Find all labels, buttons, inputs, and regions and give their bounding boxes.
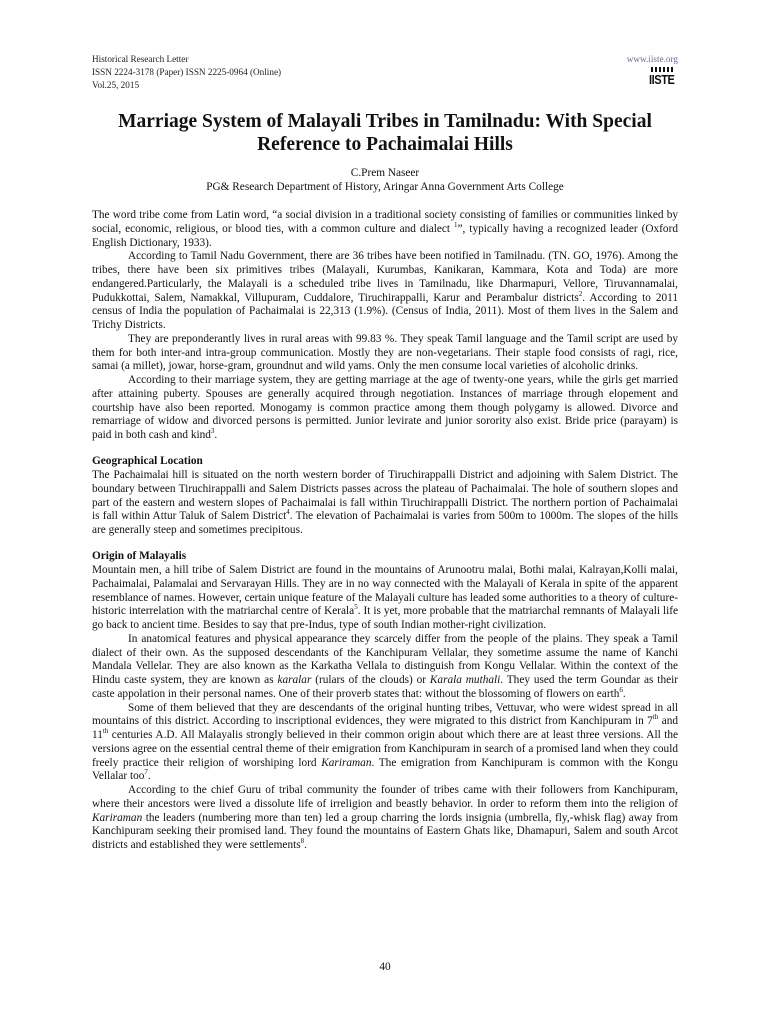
text: . It is yet, more probable that the matriarchal remnants of Malayali life go back to ancient time. Besides to say that pre-Indus, type of south Indian mother-right civilization. [92,605,678,631]
paragraph-5 [92,469,678,538]
paragraph-4 [92,374,678,443]
text: According to their marriage system, they are getting marriage at the age of twenty-one years, while the girls get married after attaining puberty. Spouses are generally acquired through negotiation. Instances of marriage through elopement and courtship have also been reported. Monogamy is common practice among them though polygamy is allowed. Divorce and remarriage of widow and divorced persons is permitted. Junior levirate and junior sorority also exist. Bride price (parayam) is paid in both cash and kind [92,374,678,441]
ordinal-suffix: th [102,727,109,736]
text: The Pachaimalai hill is situated on the north western border of Tiruchirappalli District and adjoining with Salem District. The boundary between Tiruchirappalli and Salem Districts passes across the plateau of Pachaimalai. The hole of southern slopes and part of the eastern and western slopes of Pachaimalai is fall within Tiruchirappalli District. The northern portion of Pachaimalai is fall within Attur Taluk of Salem District [92,469,678,523]
text: . [304,839,307,851]
italic-term: Kariraman [92,811,143,824]
page-number: 40 [379,961,391,973]
text: . The emigration from Kanchipuram is common with the Kongu Vellalar too [92,756,679,783]
paragraph-7 [92,633,678,702]
footnote-ref: 5 [354,603,358,612]
logo-text: IISTE [649,72,675,87]
ordinal-suffix: th [652,713,659,722]
paragraph-9 [92,784,678,853]
paragraph-1 [92,209,678,250]
section-heading-origin: Origin of Malayalis [92,550,187,563]
title-line-2: Reference to Pachaimalai Hills [257,134,513,155]
text: . [214,429,218,441]
text: . According to 2011 census of India the population of Pachaimalai is 22,313 (1.9%). (Census of India, 2011). Most of them lives in the Salem and Trichy Districts. [92,291,678,331]
footnote-ref: 6 [619,685,623,694]
footnote-ref: 7 [144,768,148,777]
author-affiliation: PG& Research Department of History, Aringar Anna Government Arts College [206,181,564,193]
text: . [147,770,151,783]
journal-header-right [627,53,678,94]
text: . The elevation of Pachaimalai is varies from 500m to 1000m. The slopes of the hills are generally steep and sometimes precipitous. [92,510,679,536]
journal-volume: Vol.25, 2015 [92,80,140,90]
footnote-ref: 8 [300,837,305,846]
author-block [92,166,678,194]
title-line-1: Marriage System of Malayali Tribes in Tamilnadu: With Special [118,111,652,132]
text: Mountain men, a hill tribe of Salem District are found in the mountains of Arunootru malai, Bothi malai, Kalrayan,Kolli malai, Pachaimalai, Palamalai and Servarayan Hills. They are in no way connected with the Malayali of Kerala in spite of the apparent resemblance of names. However, certain unique feature of the Malayali culture has leaded some authorities to a theory of culture-historic interrelation with the matriarchal centre of Kerala [92,564,678,618]
footnote-ref: 3 [210,427,215,436]
footnote-ref: 4 [286,508,290,517]
journal-issn: ISSN 2224-3178 (Paper) ISSN 2225-0964 (Online) [92,67,282,77]
paragraph-3: They are preponderantly lives in rural areas with 99.83 %. They speak Tamil language and the Tamil script are used by them for both inter-and intra-group communication. Mostly they are non-vegetarians. Their staple food consists of ragi, rice, samai (a millet), jowar, horse-gram, groundnut and wild yams. Only the men consume local varieties of alcoholic drinks. [92,332,678,373]
journal-name: Historical Research Letter [92,54,189,64]
text: and 11 [92,715,679,741]
paragraph-2 [92,250,678,333]
footnote-ref: 1 [454,220,458,229]
journal-header [92,53,281,92]
paragraph-6 [92,564,678,633]
italic-term: karalar [277,674,312,686]
text: . [622,687,626,700]
italic-term: Kariraman [321,756,372,769]
text: ”, typically having a recognized leader (Oxford English Dictionary, 1933). [92,222,678,249]
text: the leaders (numbering more than ten) led a group charring the lords insignia (umbrella, fly,-whisk flag) away from Kanchipuram seeking their promised land. They found the mountains of Eastern Ghats like, Dhamapuri, Salem and south Arcot districts and established they were settlements [92,811,678,851]
text: . They used the term Goundar as their caste appolation in their personal names. One of their proverb states that: without the blossoming of flowers on earth [92,674,679,700]
iiste-logo [648,67,678,89]
article-body [92,209,678,853]
text: centuries A.D. All Malayalis strongly believed in their common origin about which there are at least three versions. All the versions agree on the essential central theme of their emigration from Kanchipuram in search of a promised land when they could freely practice their religion of worshiping lord [92,729,678,769]
text: In anatomical features and physical appearance they scarcely differ from the people of the plains. They speak a Tamil dialect of their own. As the supposed descendants of the Kanchipuram Vellalar, they sometime assume the name of Kanchi Mandala Vellelar. They are also known as the Karkatha Vellala to distinguish from Kongu Vellalar. Within the context of the Hindu caste system, they are known as [92,632,678,686]
text: According to Tamil Nadu Government, there are 36 tribes have been notified in Tamilnadu. (TN. GO, 1976). Among the tribes, there have been six primitives tribes (Malayali, Kurumbas, Kanikaran, Kammara, Kota and Toda) are more endangered.Particularly, the Malayali is a scheduled tribe lives in Tamilnadu, like Dharmapuri, Vellore, Tiruvannamalai, Pudukkottai, Salem, Namakkal, Villupuram, Cuddalore, Tiruchirappalli, Karur and Perambalur districts [92,250,678,304]
journal-url[interactable]: www.iiste.org [626,54,678,64]
section-heading-geography: Geographical Location [92,455,203,468]
text: Some of them believed that they are descendants of the original hunting tribes, Vettuvar, who were widest spread in all mountains of this district. According to inscriptional evidences, they were migrated to this district from Kanchipuram in 7 [92,701,678,728]
text: The word tribe come from Latin word, “a social division in a traditional society consisting of families or communities linked by social, economic, religious, or blood ties, with a common culture and dialect [92,209,678,235]
italic-term: Karala muthali [429,674,501,686]
article-title [92,110,678,156]
text: (rulars of the clouds) or [311,674,430,686]
footnote-ref: 2 [578,289,583,298]
text: According to the chief Guru of tribal community the founder of tribes came with their followers from Kanchipuram, where their ancestors were lived a dissolute life of irreligion and beastly behavior. In order to reform them into the religion of [92,784,678,810]
paragraph-8 [92,702,678,785]
author-name: C.Prem Naseer [350,167,420,179]
